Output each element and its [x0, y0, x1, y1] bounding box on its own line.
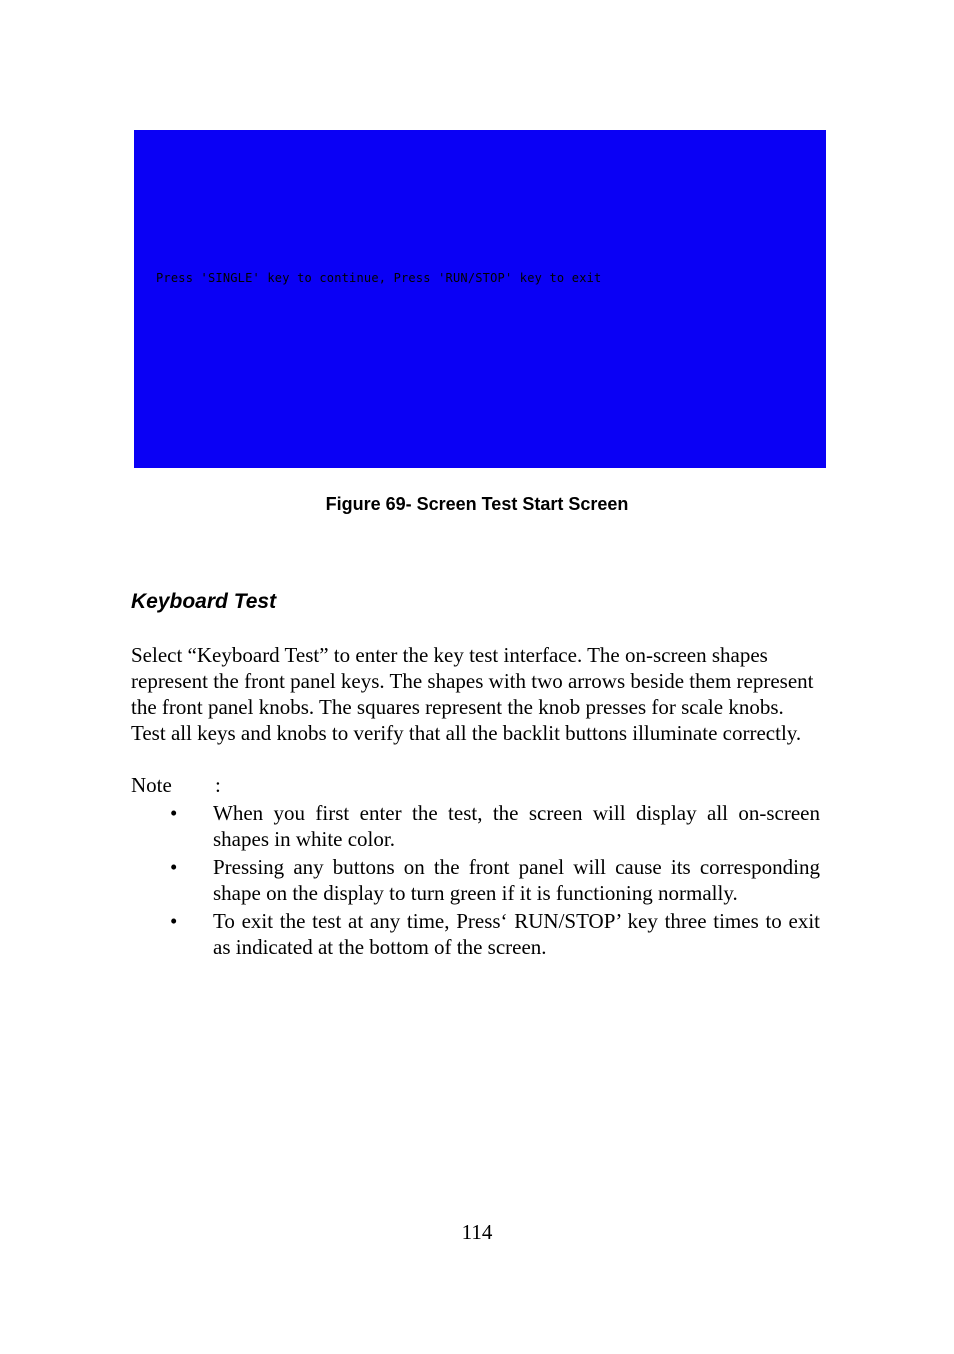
bullet-icon: •: [170, 801, 178, 825]
list-item: [170, 854, 820, 906]
section-title: Keyboard Test: [131, 590, 277, 613]
list-item-text: To exit the test at any time, Press‘ RUN/STOP’ key three times to exit as indicated at the bottom of the screen.: [213, 909, 820, 959]
body-paragraph: Select “Keyboard Test” to enter the key test interface. The on-screen shapes represent the front panel keys. The shapes with two arrows beside them represent the front panel knobs. The squares represent the knob presses for scale knobs. Test all keys and knobs to verify that all the backlit buttons illuminate correctly.: [131, 643, 814, 745]
note-label: Note :: [131, 773, 221, 797]
list-item: [170, 908, 820, 960]
page-number: 114: [461, 1220, 493, 1244]
note-bullet-list: [170, 800, 820, 962]
bullet-icon: •: [170, 909, 178, 933]
screen-message: Press 'SINGLE' key to continue, Press 'RUN/STOP' key to exit: [156, 271, 602, 285]
list-item-text: When you first enter the test, the screen will display all on-screen shapes in white color.: [213, 801, 820, 851]
screen-test-figure: [134, 130, 826, 468]
bullet-icon: •: [170, 855, 178, 879]
list-item-text: Pressing any buttons on the front panel will cause its corresponding shape on the display to turn green if it is functioning normally.: [213, 855, 820, 905]
figure-caption: Figure 69- Screen Test Start Screen: [325, 494, 629, 514]
list-item: [170, 800, 820, 852]
